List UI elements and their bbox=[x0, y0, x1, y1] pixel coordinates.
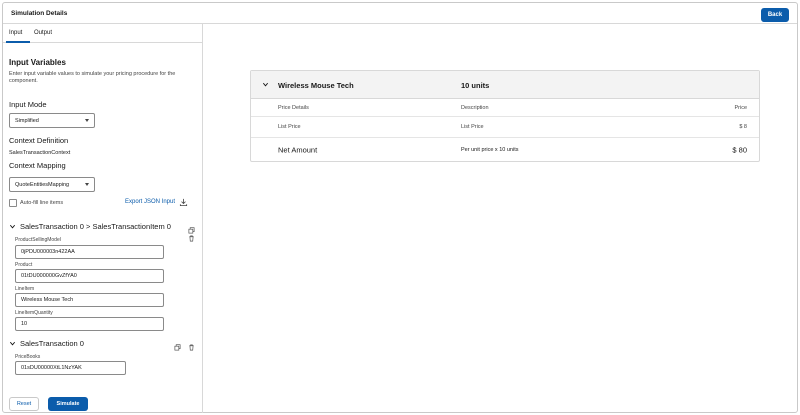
output-panel bbox=[204, 24, 798, 413]
autofill-label: Auto-fill line items bbox=[20, 200, 64, 206]
table-row bbox=[251, 117, 759, 138]
copy-icon[interactable] bbox=[188, 227, 195, 234]
item-name: Wireless Mouse Tech bbox=[278, 81, 354, 90]
simulate-button[interactable]: Simulate bbox=[48, 397, 88, 411]
simulation-details-window bbox=[2, 2, 798, 413]
field-label: ProductSellingModel bbox=[15, 237, 61, 243]
column-header: Price Details bbox=[278, 104, 309, 111]
group-title-sales-transaction: SalesTransaction 0 bbox=[20, 339, 84, 348]
context-mapping-select[interactable] bbox=[9, 177, 95, 192]
field-label: LineItemQuantity bbox=[15, 310, 53, 316]
trash-icon[interactable] bbox=[188, 235, 195, 242]
page-title: Simulation Details bbox=[11, 10, 68, 17]
input-mode-label: Input Mode bbox=[9, 100, 47, 109]
group-title-sales-transaction-item: SalesTransaction 0 > SalesTransactionItem 0 bbox=[20, 222, 171, 231]
description-cell: List Price bbox=[461, 124, 484, 130]
context-definition-value: SalesTransactionContext bbox=[9, 150, 71, 156]
copy-icon[interactable] bbox=[174, 344, 181, 351]
chevron-down-icon bbox=[85, 183, 89, 186]
price-cell: $ 80 bbox=[732, 145, 747, 155]
tab-bar bbox=[3, 24, 203, 43]
context-mapping-value: QuoteEntitiesMapping bbox=[15, 181, 70, 188]
pricing-result-card bbox=[250, 70, 760, 162]
context-mapping-label: Context Mapping bbox=[9, 161, 66, 170]
item-quantity: 10 units bbox=[461, 81, 490, 90]
input-mode-value: Simplified bbox=[15, 117, 39, 124]
field-label: LineItem bbox=[15, 286, 35, 292]
tab-output[interactable]: Output bbox=[34, 30, 53, 36]
input-variables-description: Enter input variable values to simulate your pricing procedure for the component. bbox=[9, 71, 176, 84]
context-definition-label: Context Definition bbox=[9, 136, 69, 145]
card-header bbox=[251, 71, 759, 99]
price-cell: $ 8 bbox=[739, 124, 747, 130]
reset-button[interactable]: Reset bbox=[9, 397, 39, 411]
download-icon[interactable] bbox=[179, 198, 188, 207]
description-cell: Per unit price x 10 units bbox=[461, 147, 519, 153]
price-detail-cell: List Price bbox=[278, 124, 301, 130]
chevron-down-icon[interactable] bbox=[9, 340, 16, 347]
back-button[interactable]: Back bbox=[761, 8, 789, 22]
chevron-down-icon[interactable] bbox=[9, 223, 16, 230]
trash-icon[interactable] bbox=[188, 344, 195, 351]
table-row bbox=[251, 138, 759, 162]
column-header: Description bbox=[461, 104, 489, 111]
export-json-link[interactable]: Export JSON Input bbox=[125, 199, 176, 205]
chevron-down-icon bbox=[85, 119, 89, 122]
product-selling-model-input[interactable]: 0jPDU000003n422AA bbox=[15, 245, 164, 259]
field-label: Product bbox=[15, 262, 33, 268]
autofill-checkbox[interactable] bbox=[9, 199, 17, 207]
chevron-down-icon[interactable] bbox=[262, 81, 269, 88]
input-mode-select[interactable] bbox=[9, 113, 95, 128]
page-header bbox=[3, 3, 797, 24]
column-header: Price bbox=[734, 104, 747, 111]
price-books-input[interactable]: 01sDU00000XtL1NzYAK bbox=[15, 361, 126, 375]
table-header-row bbox=[251, 99, 759, 117]
field-label: PriceBooks bbox=[15, 354, 41, 360]
line-item-input[interactable]: Wireless Mouse Tech bbox=[15, 293, 164, 307]
active-tab-indicator bbox=[6, 41, 30, 43]
input-panel bbox=[3, 24, 203, 413]
product-input[interactable]: 01tDU000000GvZfYA0 bbox=[15, 269, 164, 283]
input-variables-title: Input Variables bbox=[9, 58, 66, 67]
tab-input[interactable]: Input bbox=[9, 30, 23, 36]
line-item-quantity-input[interactable]: 10 bbox=[15, 317, 164, 331]
price-detail-cell: Net Amount bbox=[278, 145, 318, 155]
